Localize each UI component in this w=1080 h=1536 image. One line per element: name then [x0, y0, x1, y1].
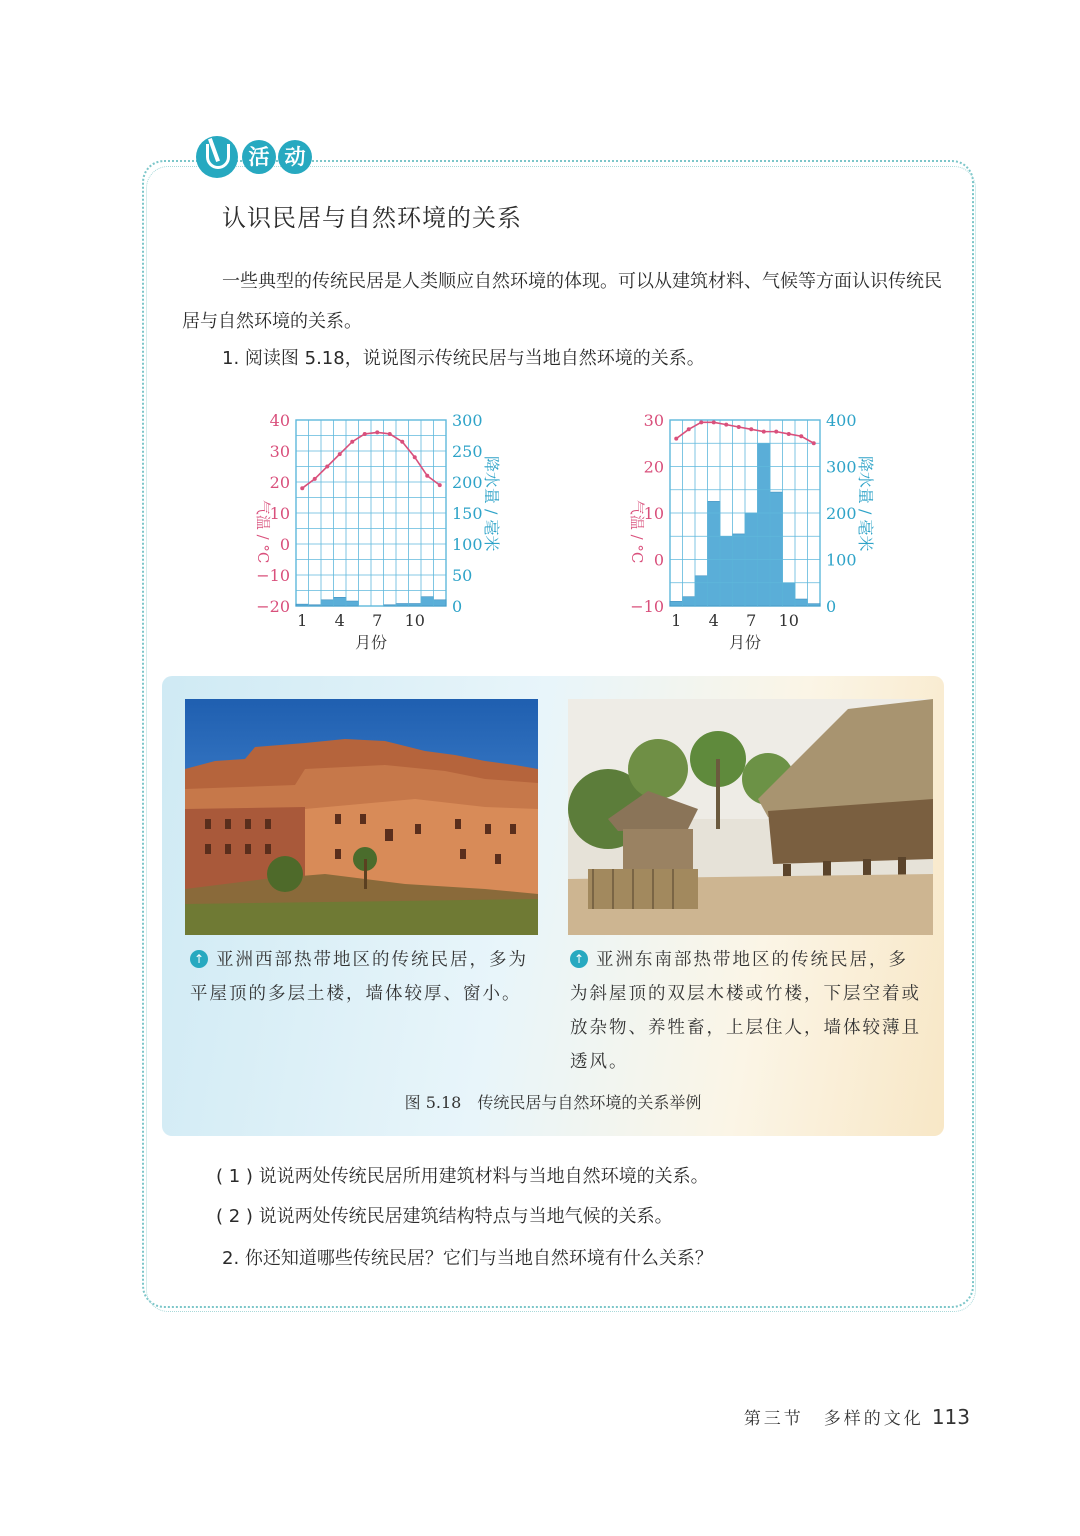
precip-bar-8 — [758, 443, 771, 606]
precip-tick-label: 100 — [452, 535, 483, 554]
precip-tick-label: 300 — [826, 457, 857, 477]
climate-chart-1-svg — [240, 400, 520, 660]
photo-mud-brick-dwelling — [185, 699, 538, 935]
precip-bar-10 — [409, 604, 422, 606]
temp-tick-label: −20 — [256, 597, 290, 616]
temperature-point-9 — [400, 440, 404, 444]
badge-char-2: 动 — [278, 140, 312, 174]
temp-tick-label: 20 — [269, 473, 290, 492]
precip-bar-4 — [708, 501, 721, 606]
temp-tick-label: 20 — [643, 457, 664, 477]
temp-tick-label: −10 — [630, 597, 664, 616]
x-tick-label: 10 — [404, 611, 425, 630]
temp-tick-label: 10 — [269, 504, 290, 523]
temp-tick-label: 10 — [643, 504, 664, 523]
precip-bar-5 — [720, 536, 733, 606]
x-tick-label: 1 — [297, 611, 308, 630]
precip-tick-label: 0 — [452, 597, 463, 616]
temperature-point-4 — [338, 452, 342, 456]
temperature-point-4 — [712, 420, 716, 424]
caption-right — [570, 943, 926, 1079]
activity-title: 认识民居与自然环境的关系 — [222, 204, 522, 232]
precip-bar-8 — [384, 605, 397, 606]
temperature-point-3 — [699, 420, 703, 424]
caption-right-text: 亚洲东南部热带地区的传统民居，多为斜屋顶的双层木楼或竹楼，下层空着或放杂物、养牲畜，上层住人，墙体较薄且透风。 — [570, 950, 921, 1072]
x-tick-label: 4 — [334, 611, 345, 630]
badge-char-1: 活 — [242, 140, 276, 174]
x-tick-label: 10 — [778, 611, 799, 630]
precip-bar-2 — [683, 597, 696, 606]
precip-axis-label: 降水量 / 毫米 — [482, 455, 501, 552]
intro-paragraph: 一些典型的传统民居是人类顺应自然环境的体现。可以从建筑材料、气候等方面认识传统民居与自然环境的关系。 — [182, 271, 942, 332]
precip-tick-label: 250 — [452, 442, 483, 461]
precip-tick-label: 200 — [452, 473, 483, 492]
precip-bar-5 — [346, 601, 359, 606]
caption-left-text: 亚洲西部热带地区的传统民居，多为平屋顶的多层土楼，墙体较厚、窗小。 — [190, 950, 528, 1004]
x-tick-label: 1 — [671, 611, 682, 630]
temperature-point-6 — [737, 425, 741, 429]
precip-bar-11 — [421, 597, 434, 606]
footer-section: 第三节 多样的文化 — [743, 1409, 924, 1429]
temp-tick-label: 30 — [269, 442, 290, 461]
x-axis-label: 月份 — [728, 633, 762, 652]
precip-tick-label: 400 — [826, 411, 857, 430]
page-footer — [744, 1404, 970, 1429]
temperature-point-5 — [724, 423, 728, 427]
temp-tick-label: 0 — [653, 550, 664, 570]
precip-tick-label: 50 — [452, 566, 473, 585]
temperature-point-2 — [313, 477, 317, 481]
precip-tick-label: 200 — [826, 504, 857, 523]
climate-chart-2 — [614, 400, 894, 664]
temp-axis-label: 气温 / °C — [628, 499, 646, 564]
precip-bar-4 — [334, 597, 347, 606]
temperature-point-6 — [363, 432, 367, 436]
precip-bar-2 — [309, 605, 322, 606]
precip-bar-1 — [296, 604, 309, 606]
photo-stilt-wooden-house — [568, 699, 933, 935]
subquestion-1: ( 1 ) 说说两处传统民居所用建筑材料与当地自然环境的关系。 — [216, 1166, 709, 1187]
precip-tick-label: 100 — [826, 550, 857, 570]
temperature-point-8 — [762, 430, 766, 434]
subquestion-2: ( 2 ) 说说两处传统民居建筑结构特点与当地气候的关系。 — [216, 1206, 673, 1227]
temperature-point-2 — [687, 427, 691, 431]
temp-tick-label: 0 — [279, 535, 290, 554]
temperature-point-8 — [388, 432, 392, 436]
temperature-point-1 — [674, 437, 678, 441]
temperature-point-11 — [425, 474, 429, 478]
x-tick-label: 7 — [746, 611, 757, 630]
x-tick-label: 7 — [372, 611, 383, 630]
precip-bar-10 — [783, 583, 796, 606]
precip-bar-1 — [670, 601, 683, 606]
figure-caption: 图 5.18 传统民居与自然环境的关系举例 — [404, 1093, 702, 1112]
activity-badge — [196, 134, 312, 180]
temp-tick-label: −10 — [256, 566, 290, 585]
temperature-point-11 — [799, 434, 803, 438]
temperature-point-7 — [749, 427, 753, 431]
temperature-point-12 — [812, 441, 816, 445]
precip-bar-3 — [321, 600, 334, 606]
temperature-point-1 — [300, 486, 304, 490]
temperature-point-5 — [350, 440, 354, 444]
caption-left — [190, 943, 540, 1011]
x-tick-label: 4 — [708, 611, 719, 630]
question-1: 1. 阅读图 5.18，说说图示传统民居与当地自然环境的关系。 — [222, 348, 705, 369]
temp-axis-label: 气温 / °C — [254, 499, 272, 564]
page-number: 113 — [931, 1405, 970, 1429]
temperature-point-3 — [325, 465, 329, 469]
climate-chart-2-svg — [614, 400, 894, 660]
precip-bar-9 — [396, 604, 409, 606]
precip-tick-label: 300 — [452, 411, 483, 430]
precip-tick-label: 150 — [452, 504, 483, 523]
activity-icon — [196, 136, 238, 178]
precip-bar-12 — [434, 600, 447, 606]
precip-bar-11 — [795, 599, 808, 606]
up-arrow-icon: ↑ — [190, 950, 208, 968]
up-arrow-icon: ↑ — [570, 950, 588, 968]
question-2: 2. 你还知道哪些传统民居？它们与当地自然环境有什么关系？ — [222, 1248, 713, 1269]
precip-tick-label: 0 — [826, 597, 837, 616]
temperature-point-7 — [375, 430, 379, 434]
temperature-point-10 — [413, 455, 417, 459]
precip-bar-9 — [770, 492, 783, 606]
precip-bar-12 — [808, 604, 821, 606]
temp-tick-label: 40 — [269, 411, 290, 430]
climate-chart-1 — [240, 400, 520, 664]
x-axis-label: 月份 — [354, 633, 388, 652]
precip-bar-6 — [733, 534, 746, 606]
precip-axis-label: 降水量 / 毫米 — [856, 455, 875, 552]
temperature-point-10 — [787, 432, 791, 436]
temperature-point-12 — [438, 483, 442, 487]
temperature-point-9 — [774, 430, 778, 434]
temp-tick-label: 30 — [643, 411, 664, 430]
precip-bar-3 — [695, 576, 708, 606]
